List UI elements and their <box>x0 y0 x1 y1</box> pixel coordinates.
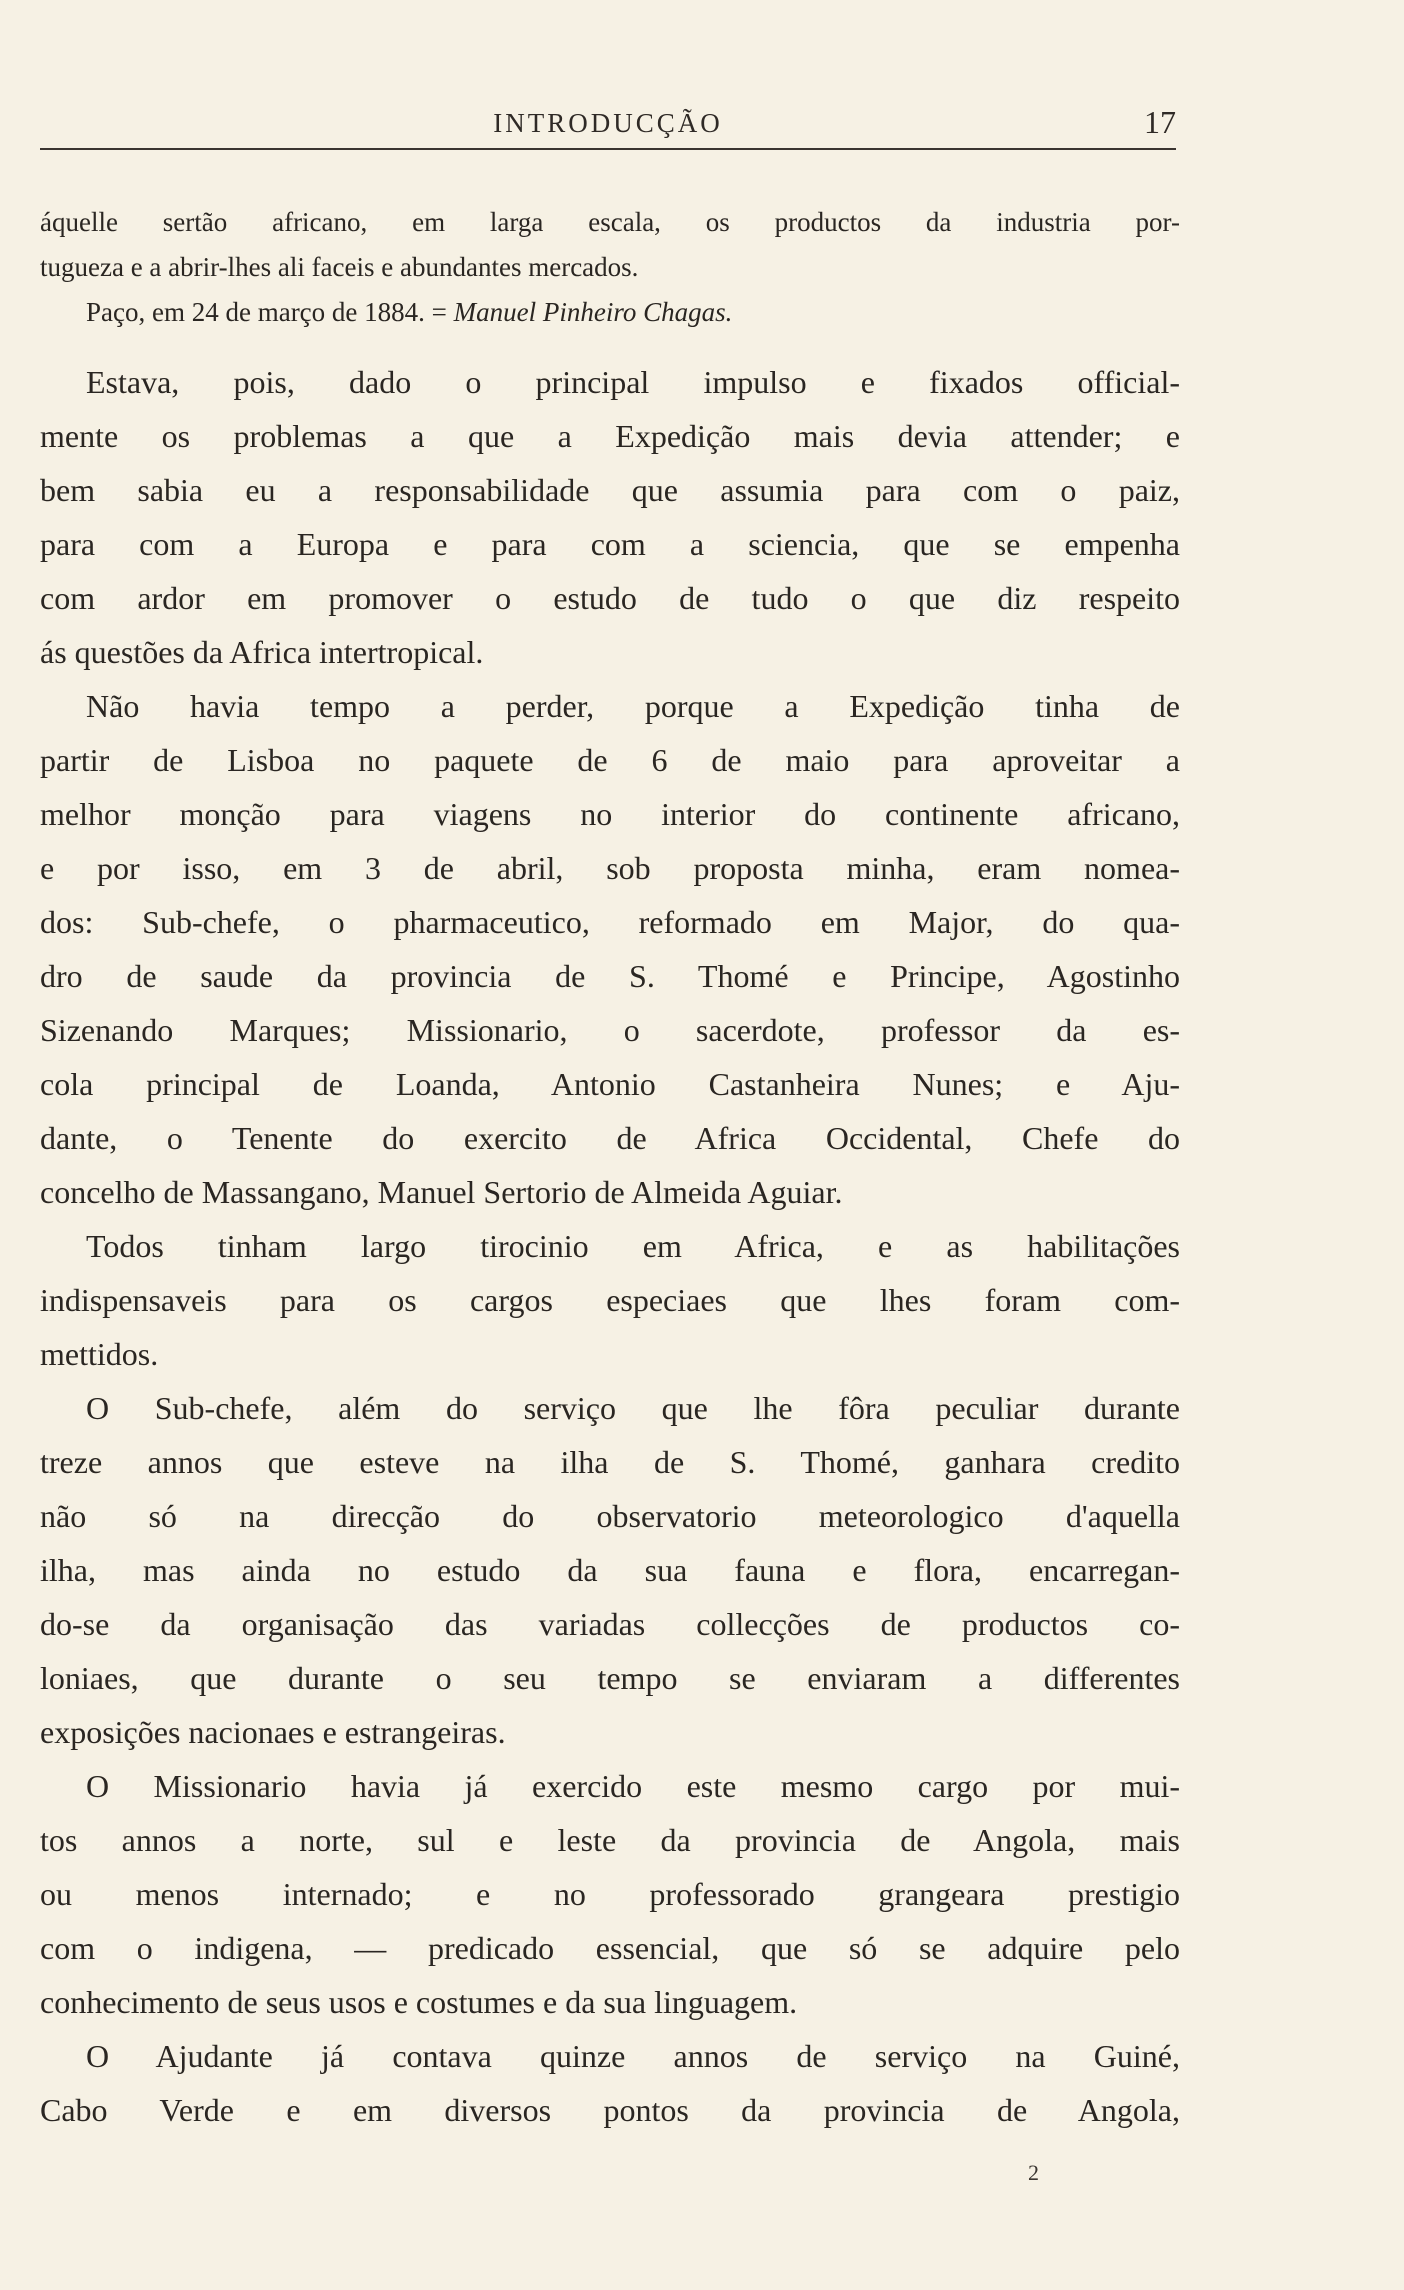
text-line: tugueza e a abrir-lhes ali faceis e abundantes mercados. <box>40 252 639 282</box>
text-line: com ardor em promover o estudo de tudo o que diz respeito <box>40 580 1180 616</box>
page-number: 17 <box>1144 104 1176 140</box>
text-line: treze annos que esteve na ilha de S. Thomé, ganhara credito <box>40 1444 1180 1480</box>
signature-line <box>40 290 1180 335</box>
quoted-decree-excerpt <box>40 200 1180 335</box>
text-line: Todos tinham largo tirocinio em Africa, e as habilitações <box>86 1228 1180 1264</box>
body-text <box>40 200 1180 2137</box>
text-line: mettidos. <box>40 1336 159 1372</box>
text-line: ilha, mas ainda no estudo da sua fauna e flora, encarregan- <box>40 1552 1180 1588</box>
text-line: dante, o Tenente do exercito de Africa Occidental, Chefe do <box>40 1120 1180 1156</box>
text-line: Sizenando Marques; Missionario, o sacerdote, professor da es- <box>40 1012 1180 1048</box>
signature-name: Manuel Pinheiro Chagas. <box>453 297 733 327</box>
text-line: ás questões da Africa intertropical. <box>40 634 484 670</box>
dateline: Paço, em 24 de março de 1884. = <box>86 297 454 327</box>
text-line: conhecimento de seus usos e costumes e da sua linguagem. <box>40 1984 798 2020</box>
text-line: cola principal de Loanda, Antonio Castanheira Nunes; e Aju- <box>40 1066 1180 1102</box>
text-line: concelho de Massangano, Manuel Sertorio de Almeida Aguiar. <box>40 1174 843 1210</box>
text-line: e por isso, em 3 de abril, sob proposta minha, eram nomea- <box>40 850 1180 886</box>
text-line: do-se da organisação das variadas collecções de productos co- <box>40 1606 1180 1642</box>
text-line: exposições nacionaes e estrangeiras. <box>40 1714 506 1750</box>
text-line: partir de Lisboa no paquete de 6 de maio para aproveitar a <box>40 742 1180 778</box>
page-header <box>40 104 1176 150</box>
text-line: Estava, pois, dado o principal impulso e fixados official- <box>86 364 1180 400</box>
text-line: O Missionario havia já exercido este mesmo cargo por mui- <box>86 1768 1180 1804</box>
text-line: bem sabia eu a responsabilidade que assumia para com o paiz, <box>40 472 1180 508</box>
text-line: dos: Sub-chefe, o pharmaceutico, reformado em Major, do qua- <box>40 904 1180 940</box>
text-line: melhor monção para viagens no interior do continente africano, <box>40 796 1180 832</box>
text-line: indispensaveis para os cargos especiaes que lhes foram com- <box>40 1282 1180 1318</box>
text-line: Cabo Verde e em diversos pontos da provincia de Angola, <box>40 2092 1180 2128</box>
text-line: O Ajudante já contava quinze annos de serviço na Guiné, <box>86 2038 1180 2074</box>
text-line: para com a Europa e para com a sciencia, que se empenha <box>40 526 1180 562</box>
text-line: Não havia tempo a perder, porque a Expedição tinha de <box>86 688 1180 724</box>
main-paragraphs <box>40 355 1180 2137</box>
running-title: INTRODUCÇÃO <box>493 108 723 138</box>
text-line: ou menos internado; e no professorado grangeara prestigio <box>40 1876 1180 1912</box>
text-line: dro de saude da provincia de S. Thomé e Principe, Agostinho <box>40 958 1180 994</box>
text-line: O Sub-chefe, além do serviço que lhe fôra peculiar durante <box>86 1390 1180 1426</box>
text-line: loniaes, que durante o seu tempo se enviaram a differentes <box>40 1660 1180 1696</box>
text-line: tos annos a norte, sul e leste da provincia de Angola, mais <box>40 1822 1180 1858</box>
text-line: não só na direcção do observatorio meteorologico d'aquella <box>40 1498 1180 1534</box>
printer-signature-mark: 2 <box>1028 2160 1039 2185</box>
text-line: áquelle sertão africano, em larga escala, os productos da industria por- <box>40 207 1180 237</box>
text-line: mente os problemas a que a Expedição mais devia attender; e <box>40 418 1180 454</box>
text-line: com o indigena, — predicado essencial, que só se adquire pelo <box>40 1930 1180 1966</box>
